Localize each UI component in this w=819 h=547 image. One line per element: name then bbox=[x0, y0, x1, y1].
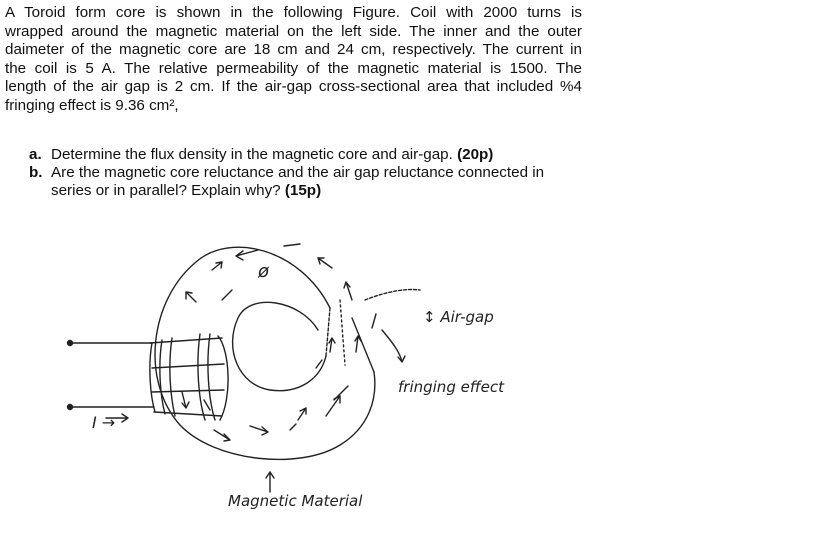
problem-statement bbox=[5, 4, 582, 116]
question-text: series or in parallel? Explain why? bbox=[51, 182, 281, 200]
toroid-inner-ring bbox=[233, 302, 326, 390]
flux-arrow bbox=[214, 430, 230, 441]
question-label: a. bbox=[29, 146, 42, 163]
question-points: (15p) bbox=[284, 182, 322, 200]
air-gap-edge bbox=[326, 308, 330, 356]
toroid-figure bbox=[0, 210, 819, 547]
current-label: I → bbox=[92, 413, 116, 432]
problem-line: fringing effect is 9.36 cm², bbox=[5, 96, 179, 114]
flux-arrow bbox=[222, 290, 232, 300]
question-text: Are the magnetic core reluctance and the air gap reluctance connected in bbox=[51, 164, 545, 182]
air-gap-fringe bbox=[340, 300, 345, 365]
flux-arrow bbox=[250, 426, 268, 435]
question-b bbox=[29, 164, 581, 200]
air-gap-edge bbox=[352, 318, 374, 372]
magnetic-material-label: Magnetic Material bbox=[228, 492, 363, 510]
flux-arrow bbox=[298, 408, 306, 420]
air-gap-pointer bbox=[365, 289, 420, 300]
flux-arrow bbox=[326, 396, 340, 416]
flux-arrow bbox=[334, 386, 348, 400]
question-text: Determine the flux density in the magnetic core and air-gap. bbox=[51, 146, 453, 163]
flux-arrow bbox=[182, 392, 189, 408]
material-pointer bbox=[266, 472, 274, 492]
flux-arrow bbox=[344, 282, 352, 300]
problem-line: daimeter of the magnetic core are 18 cm and 24 cm, respectively. The current in bbox=[5, 41, 582, 59]
flux-arrow bbox=[329, 338, 335, 352]
flux-arrow bbox=[372, 314, 376, 328]
question-points: (20p) bbox=[457, 146, 494, 163]
question-a bbox=[29, 146, 581, 164]
flux-arrow bbox=[186, 292, 196, 302]
problem-line: length of the air gap is 2 cm. If the air-gap cross-sectional area that included %4 bbox=[5, 78, 582, 96]
flux-label: ø bbox=[258, 261, 270, 282]
flux-arrow bbox=[204, 400, 210, 410]
flux-arrow bbox=[212, 262, 222, 270]
flux-arrow bbox=[316, 360, 322, 368]
problem-line: A Toroid form core is shown in the following Figure. Coil with 2000 turns is bbox=[5, 4, 582, 21]
terminal-bottom bbox=[67, 404, 73, 410]
terminal-top bbox=[67, 340, 73, 346]
flux-arrow bbox=[318, 258, 332, 268]
question-label: b. bbox=[29, 164, 43, 182]
fringing-pointer bbox=[382, 330, 405, 362]
flux-arrow bbox=[290, 424, 296, 430]
problem-line: the coil is 5 A. The relative permeability of the magnetic material is 1500. The bbox=[5, 59, 582, 77]
problem-line: wrapped around the magnetic material on the left side. The inner and the outer bbox=[5, 22, 582, 40]
coil-windings bbox=[150, 334, 228, 420]
air-gap-label: ↕ Air-gap bbox=[423, 308, 494, 326]
flux-arrow bbox=[236, 250, 258, 260]
fringing-effect-label: fringing effect bbox=[398, 378, 505, 396]
question-list bbox=[29, 146, 581, 201]
flux-arrow bbox=[284, 244, 300, 246]
flux-arrow bbox=[355, 336, 361, 352]
